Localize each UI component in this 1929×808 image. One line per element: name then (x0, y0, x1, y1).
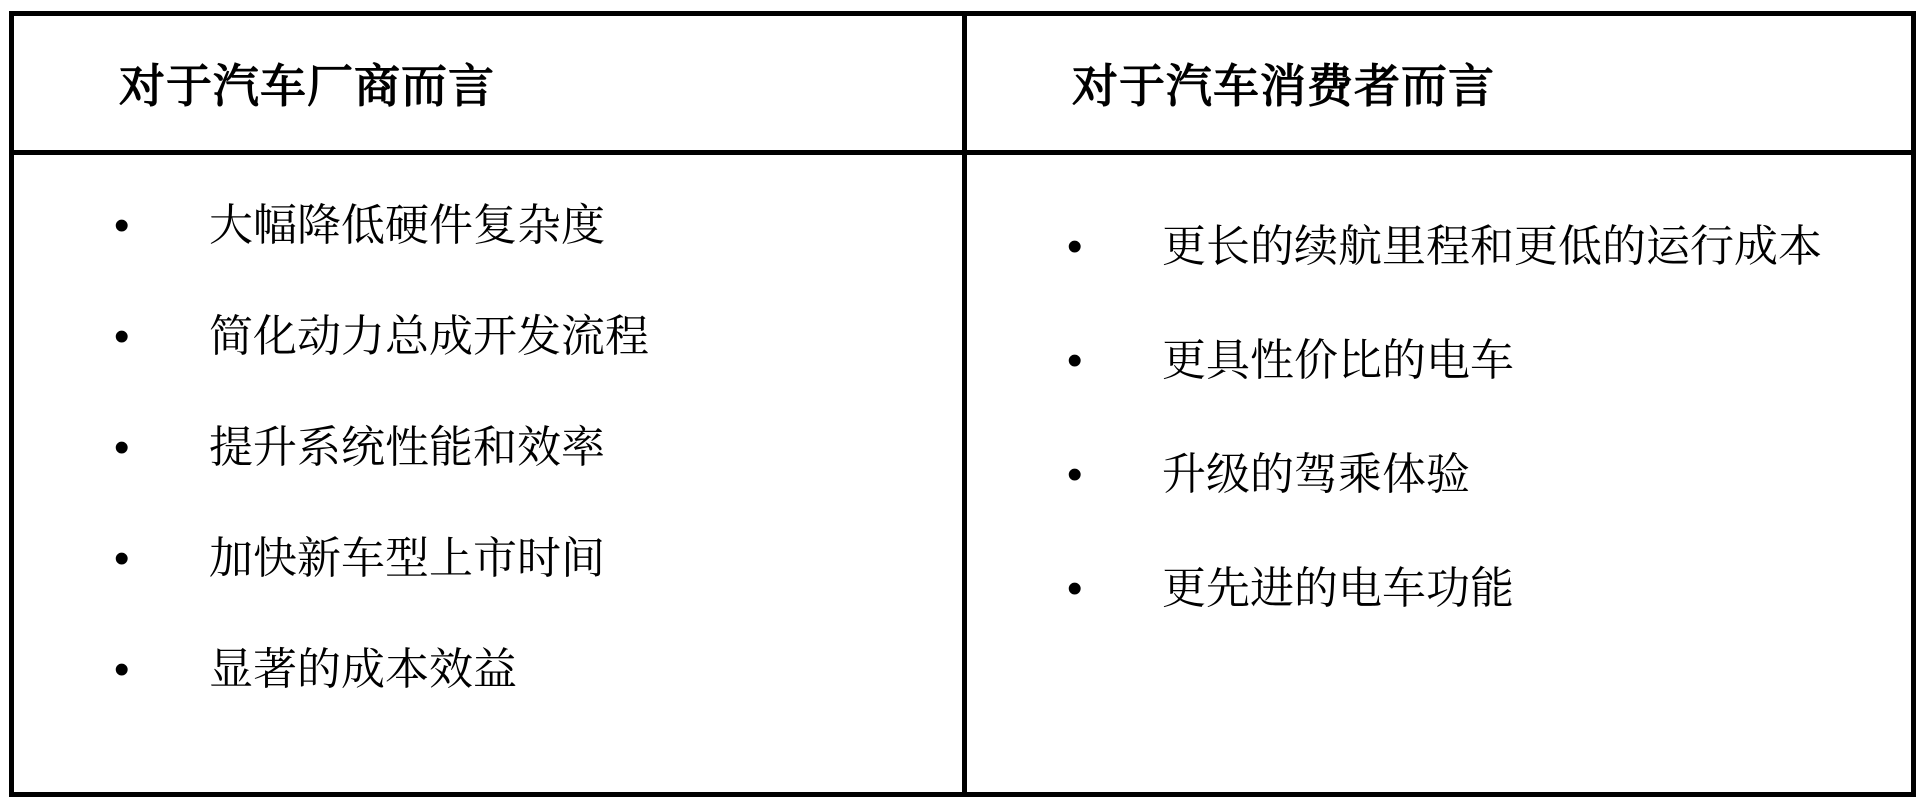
list-item (14, 418, 962, 478)
list-item (967, 445, 1911, 505)
body-cell-manufacturers (14, 155, 962, 792)
bullet-icon: • (114, 534, 130, 583)
bullet-icon: • (1067, 336, 1083, 385)
header-text-consumers: 对于汽车消费者而言 (1072, 60, 1495, 112)
bullet-icon: • (1067, 564, 1083, 613)
bullet-icon: • (114, 201, 130, 250)
list-item (14, 640, 962, 700)
body-cell-consumers (962, 155, 1911, 792)
list-item-text: 升级的驾乘体验 (1162, 450, 1470, 499)
list-item (14, 196, 962, 256)
list-item-text: 提升系统性能和效率 (209, 423, 605, 472)
header-cell-consumers (962, 16, 1911, 155)
list-item (967, 331, 1911, 391)
bullet-icon: • (1067, 450, 1083, 499)
bullet-icon: • (114, 423, 130, 472)
benefits-table (9, 11, 1916, 797)
list-item (967, 217, 1911, 277)
list-item-text: 更先进的电车功能 (1162, 564, 1514, 613)
list-item-text: 更长的续航里程和更低的运行成本 (1162, 222, 1822, 271)
manufacturer-benefits-list (14, 196, 962, 700)
list-item-text: 加快新车型上市时间 (209, 534, 605, 583)
list-item-text: 简化动力总成开发流程 (209, 312, 649, 361)
bullet-icon: • (1067, 222, 1083, 271)
header-cell-manufacturers (14, 16, 962, 155)
list-item (967, 559, 1911, 619)
bullet-icon: • (114, 645, 130, 694)
list-item-text: 更具性价比的电车 (1162, 336, 1514, 385)
consumer-benefits-list (967, 217, 1911, 619)
bullet-icon: • (114, 312, 130, 361)
list-item (14, 307, 962, 367)
list-item-text: 大幅降低硬件复杂度 (209, 201, 605, 250)
list-item (14, 529, 962, 589)
header-text-manufacturers: 对于汽车厂商而言 (119, 60, 495, 112)
list-item-text: 显著的成本效益 (209, 645, 517, 694)
